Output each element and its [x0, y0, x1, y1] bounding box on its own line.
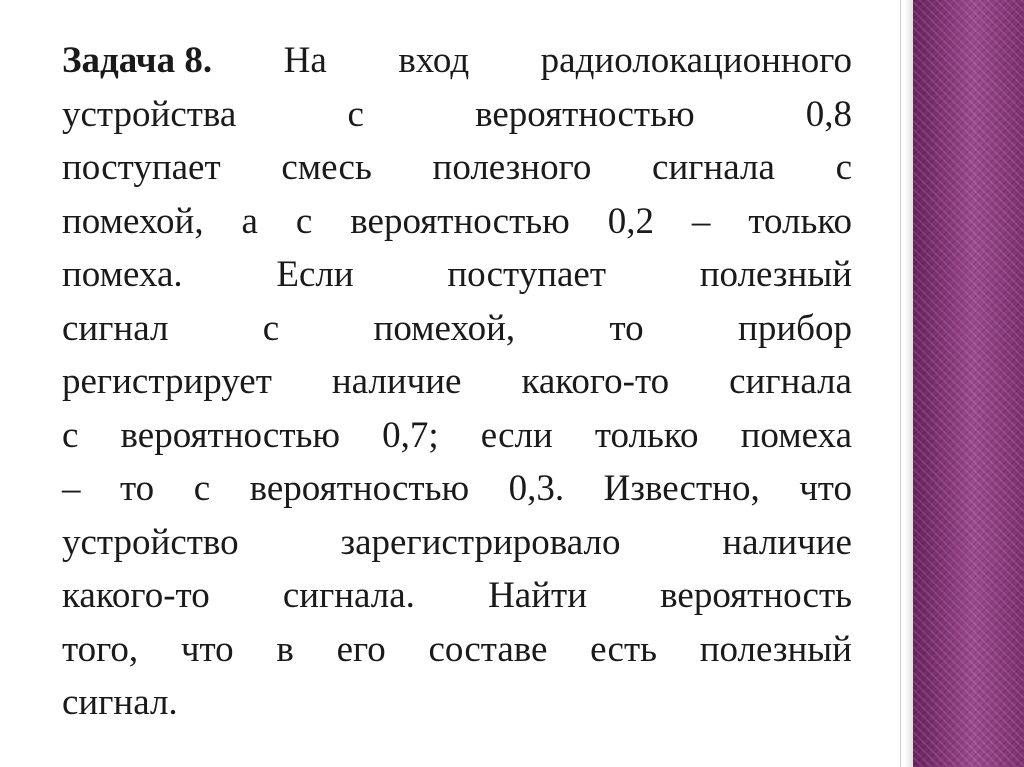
word: какого-то	[62, 575, 210, 616]
text-line	[62, 88, 852, 142]
word: а	[241, 200, 258, 242]
word: сигнала	[652, 147, 775, 188]
word: что	[180, 628, 234, 670]
text-line	[62, 302, 852, 356]
word: наличие	[331, 361, 462, 402]
text-line	[62, 462, 852, 516]
word: есть	[590, 628, 657, 670]
word: сигнала	[729, 361, 852, 402]
word: На	[283, 40, 327, 81]
text-line	[62, 195, 852, 249]
word: Известно,	[603, 468, 760, 509]
word: Найти	[488, 575, 587, 616]
word: радиолокационного	[540, 40, 852, 81]
decorative-side-band	[913, 0, 1024, 767]
text-line	[62, 34, 852, 88]
text-line	[62, 516, 852, 570]
word: поступает	[447, 254, 607, 295]
word: сигнала.	[282, 575, 415, 616]
text-line	[62, 623, 852, 677]
word: какого-то	[521, 361, 670, 402]
text-line	[62, 409, 852, 463]
word: с	[62, 414, 79, 456]
word: полезный	[699, 628, 852, 670]
word: вероятностью	[249, 468, 470, 509]
word: с	[295, 200, 313, 242]
text-line	[62, 676, 852, 730]
text-line	[62, 141, 852, 195]
word: его	[336, 628, 386, 670]
word: помеха	[740, 414, 852, 456]
word: сигнал	[62, 307, 169, 349]
word: 0,8	[805, 93, 852, 135]
word: с	[347, 93, 364, 135]
word: регистрирует	[62, 361, 272, 402]
word: смесь	[281, 147, 372, 188]
word: с	[262, 307, 280, 349]
word: того,	[62, 628, 139, 670]
word: вероятность	[660, 575, 852, 616]
word: только	[748, 200, 852, 242]
side-band-shadow	[905, 0, 913, 767]
word: вероятностью	[120, 414, 341, 456]
word: что	[799, 468, 852, 509]
word: помехой,	[62, 200, 204, 242]
word: помеха.	[62, 254, 183, 295]
word: полезного	[432, 147, 592, 188]
text-line	[62, 569, 852, 623]
word: наличие	[722, 521, 852, 563]
word: –	[691, 200, 711, 242]
word: только	[594, 414, 699, 456]
word: Если	[276, 254, 354, 295]
word: поступает	[62, 147, 221, 188]
text-line	[62, 355, 852, 409]
word: устройства	[62, 93, 237, 135]
word: в	[276, 628, 294, 670]
word: то	[120, 468, 155, 509]
word: –	[62, 468, 81, 509]
word: составе	[428, 628, 548, 670]
word: то	[609, 307, 644, 349]
slide-edge-line	[900, 0, 901, 767]
word: 0,3.	[508, 468, 565, 509]
text-line	[62, 248, 852, 302]
problem-text	[62, 34, 852, 730]
word: 0,7;	[382, 414, 439, 456]
word: зарегистрировало	[340, 521, 621, 563]
word: с	[193, 468, 211, 509]
word: сигнал.	[62, 682, 178, 723]
word: полезный	[699, 254, 852, 295]
word: 0,2	[607, 200, 654, 242]
word: вероятностью	[475, 93, 695, 135]
word: прибор	[738, 307, 852, 349]
word: помехой,	[373, 307, 516, 349]
word: с	[835, 147, 852, 188]
problem-heading: Задача 8.	[62, 40, 213, 81]
word: вероятностью	[350, 200, 570, 242]
word: если	[480, 414, 553, 456]
word: вход	[398, 40, 470, 81]
word: устройство	[62, 521, 239, 563]
